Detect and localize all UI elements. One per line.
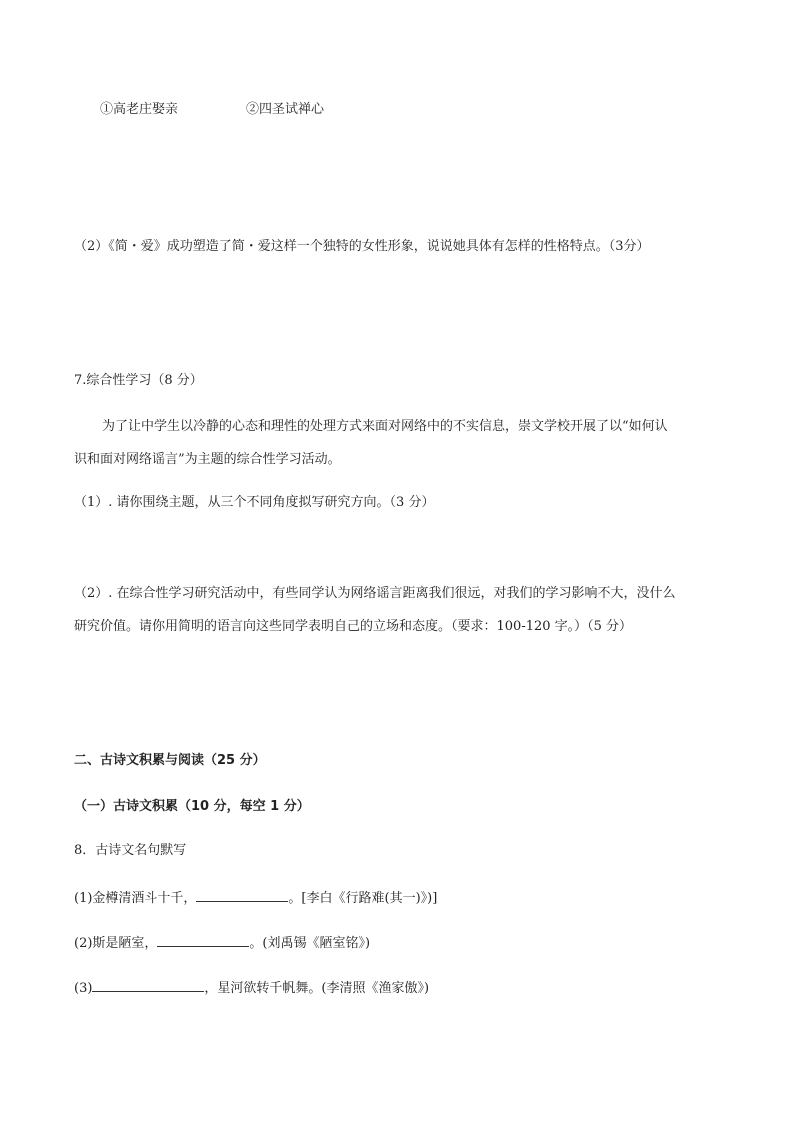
answer-blank-2[interactable] <box>157 932 249 947</box>
poem-item-3 <box>74 977 429 998</box>
q8-title: 8．古诗文名句默写 <box>74 843 187 858</box>
poem-item-2-before: (2)斯是陋室， <box>74 936 158 951</box>
poem-item-1-before: (1)金樽清酒斗十千， <box>74 891 197 906</box>
poem-item-2-after: 。(刘禹锡《陋室铭》) <box>249 936 371 951</box>
q7-sub2-line2: 研究价值。请你用简明的语言向这些同学表明自己的立场和态度。（要求：100-120 字。）（5 分） <box>74 619 633 634</box>
q7-sub1: （1）. 请你围绕主题，从三个不同角度拟写研究方向。（3 分） <box>74 495 435 510</box>
option-2: ②四圣试禅心 <box>246 102 325 117</box>
section2-title: 二、古诗文积累与阅读（25 分） <box>74 753 266 768</box>
q7-intro-line1: 为了让中学生以冷静的心态和理性的处理方式来面对网络中的不实信息，崇文学校开展了以“如何认 <box>102 419 668 434</box>
q7-title: 7.综合性学习（8 分） <box>74 373 203 388</box>
poem-item-1-after: 。[李白《行路难(其一)》)] <box>288 891 438 906</box>
part1-title: （一）古诗文积累（10 分，每空 1 分） <box>74 799 310 814</box>
poem-item-3-before: (3) <box>74 981 93 996</box>
poem-item-3-after: ，星河欲转千帆舞。(李清照《渔家傲》) <box>204 981 430 996</box>
q7-intro-line2: 识和面对网络谣言”为主题的综合性学习活动。 <box>74 452 341 467</box>
poem-item-2 <box>74 932 370 953</box>
answer-blank-1[interactable] <box>196 887 288 902</box>
q7-sub2-line1: （2）. 在综合性学习研究活动中，有些同学认为网络谣言距离我们很远，对我们的学习影响不大，没什么 <box>74 586 676 601</box>
answer-blank-3[interactable] <box>92 977 204 992</box>
option-1: ①高老庄娶亲 <box>100 102 179 117</box>
poem-item-1 <box>74 887 437 908</box>
q6-sub2: （2）《简・爱》成功塑造了简・爱这样一个独特的女性形象，说说她具体有怎样的性格特点。（3分） <box>74 239 650 254</box>
